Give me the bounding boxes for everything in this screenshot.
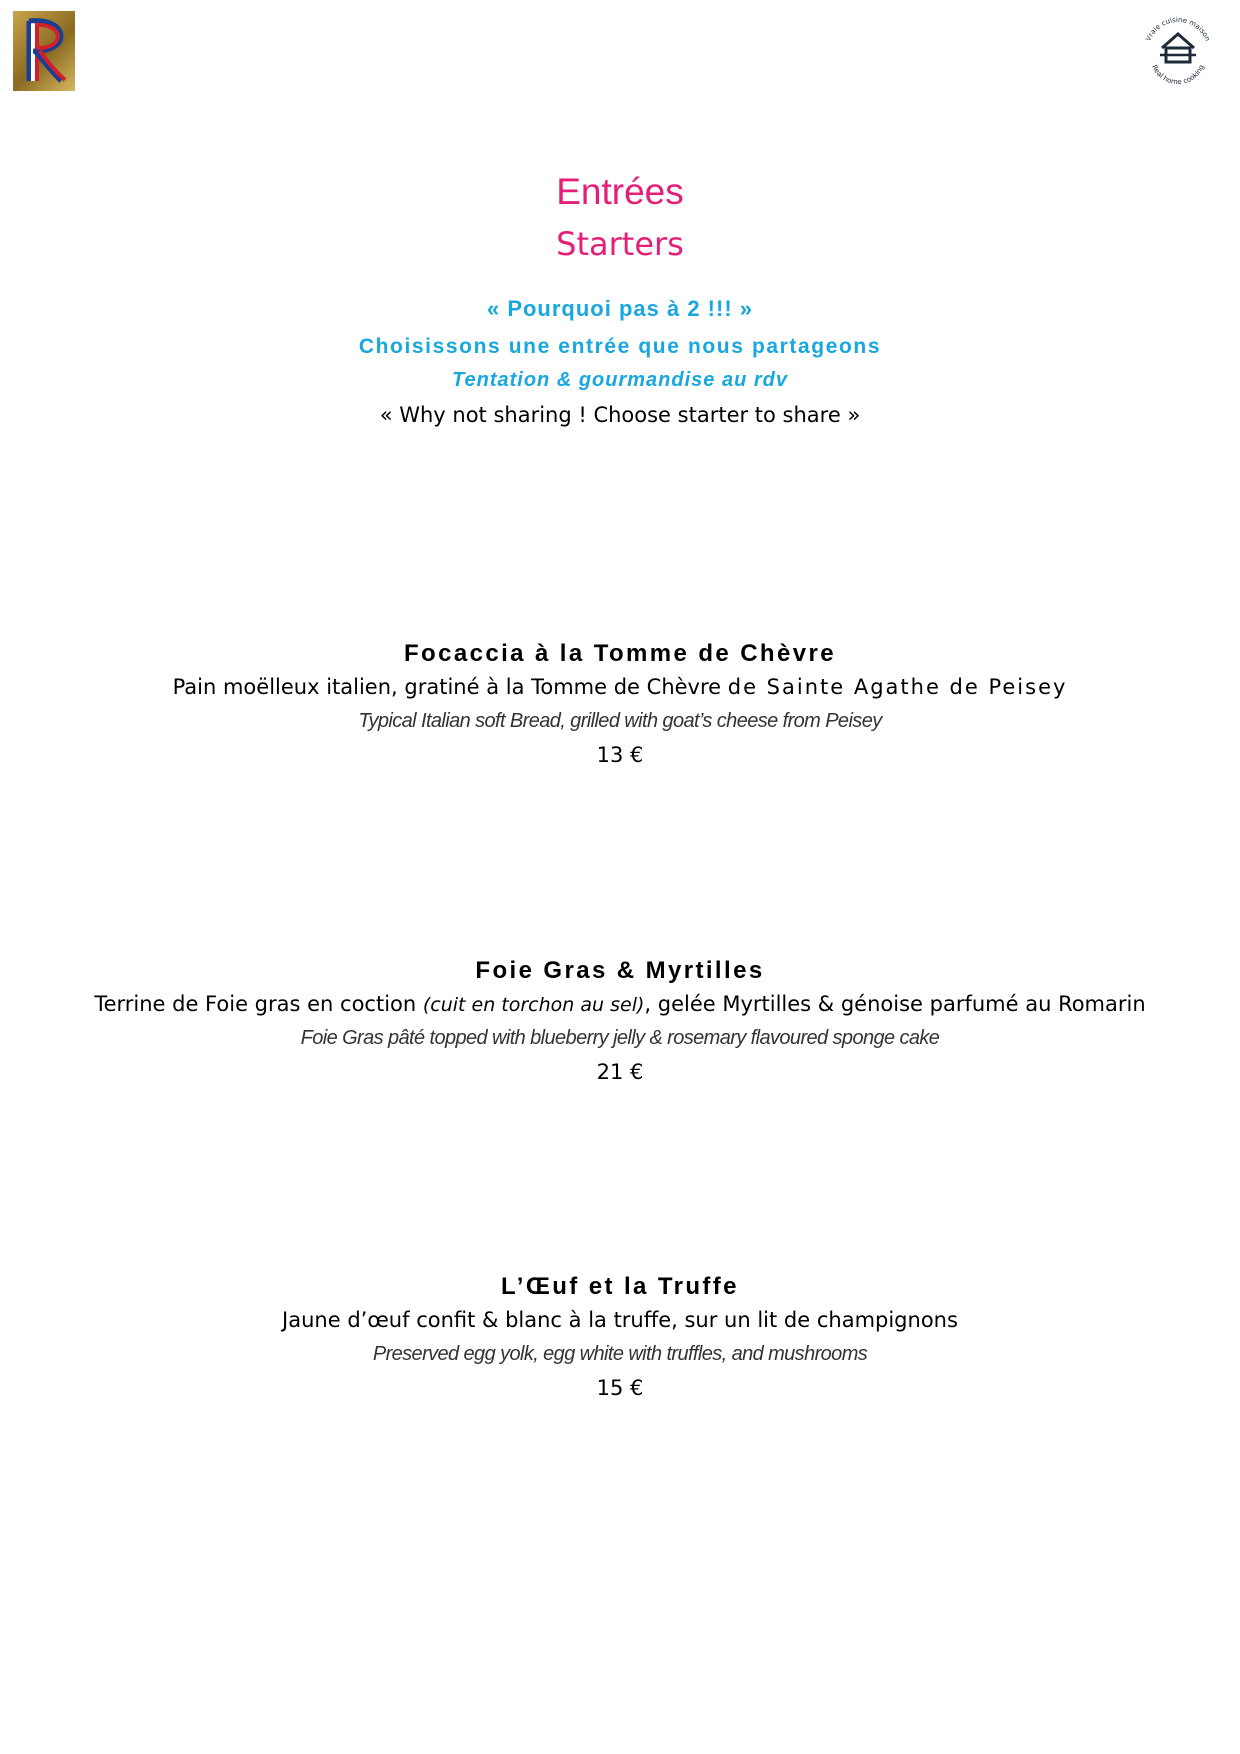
dish-description-english: Foie Gras pâté topped with blueberry jelly & rosemary flavoured sponge cake bbox=[300, 1027, 940, 1049]
dish-description bbox=[0, 989, 1240, 1020]
dish-description bbox=[0, 672, 1240, 702]
dish-price: 13 € bbox=[596, 743, 644, 767]
dish-price: 21 € bbox=[596, 1060, 644, 1084]
dish-description-english: Preserved egg yolk, egg white with truffles, and mushrooms bbox=[372, 1343, 868, 1365]
dish-description-part: Terrine de Foie gras en coction bbox=[94, 992, 423, 1016]
dish-price: 15 € bbox=[596, 1376, 644, 1400]
page-title: Entrées bbox=[556, 171, 684, 212]
page-subtitle: Starters bbox=[556, 225, 684, 263]
logo-text-bottom: Real home cooking bbox=[1150, 63, 1206, 87]
tagline-share-starter: Choisissons une entrée que nous partageons bbox=[358, 335, 882, 358]
dish-name: Foie Gras & Myrtilles bbox=[475, 957, 765, 984]
svg-text:Real home cooking bbox=[1150, 64, 1206, 87]
dish-description-part: de Sainte Agathe de Peisey bbox=[727, 675, 1068, 699]
dish-description-italic: (cuit en torchon au sel) bbox=[422, 994, 645, 1016]
logo-text-top: Vraie cuisine maison bbox=[1144, 15, 1212, 43]
dish-name: L’Œuf et la Truffe bbox=[501, 1273, 739, 1300]
dish-description-english: Typical Italian soft Bread, grilled with goat’s cheese from Peisey bbox=[358, 710, 882, 732]
dish-description-part: , gelée Myrtilles & génoise parfumé au Romarin bbox=[644, 992, 1146, 1016]
tagline-why-not-two: « Pourquoi pas à 2 !!! » bbox=[486, 296, 754, 321]
tagline-temptation: Tentation & gourmandise au rdv bbox=[452, 369, 788, 391]
dish-description: Jaune d’œuf confit & blanc à la truffe, sur un lit de champignons bbox=[282, 1308, 958, 1332]
r-letter-logo-icon bbox=[13, 11, 75, 91]
dish-description-part: Pain moëlleux italien, gratiné à la Tomme de Chèvre bbox=[172, 675, 728, 699]
tagline-english: « Why not sharing ! Choose starter to share » bbox=[379, 403, 861, 427]
svg-text:Vraie cuisine maison bbox=[1144, 16, 1211, 42]
house-emblem-icon bbox=[1138, 12, 1218, 92]
dish-name: Focaccia à la Tomme de Chèvre bbox=[404, 640, 836, 667]
